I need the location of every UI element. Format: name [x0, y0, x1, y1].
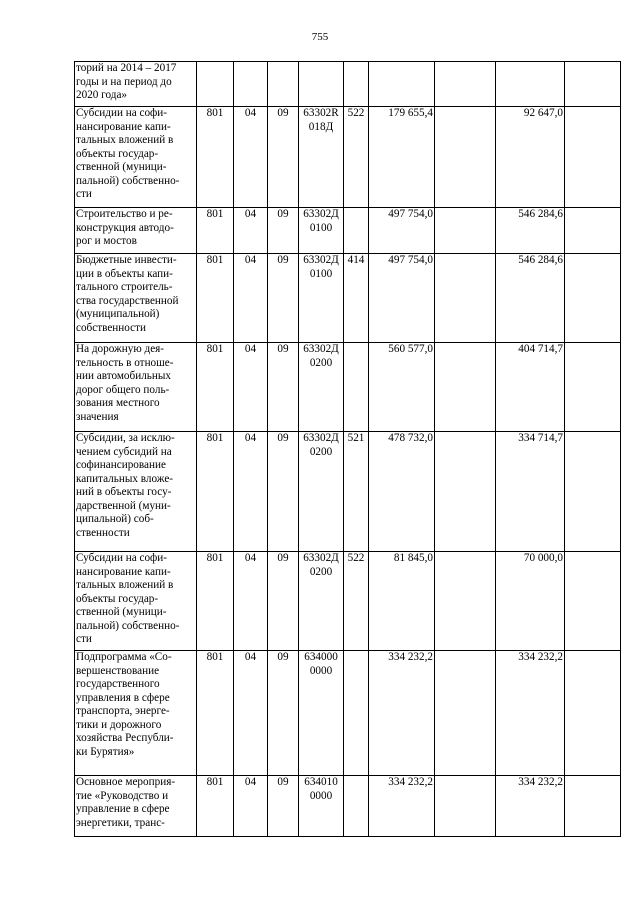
- amount-cell-4: [565, 107, 621, 208]
- amount-cell-4: [565, 254, 621, 343]
- amount-cell-4: [565, 343, 621, 432]
- amount-cell-1: 81 845,0: [369, 552, 435, 651]
- section-code-cell: 04: [234, 107, 268, 208]
- expense-type-cell: 521: [344, 432, 369, 552]
- amount-cell-4: [565, 208, 621, 254]
- amount-cell-1: 497 754,0: [369, 254, 435, 343]
- table-row: [75, 552, 621, 651]
- section-code-cell: 04: [234, 776, 268, 837]
- ministry-code-cell: 801: [197, 343, 234, 432]
- expense-type-cell: 414: [344, 254, 369, 343]
- subsection-code-cell: 09: [268, 107, 299, 208]
- section-code-cell: 04: [234, 343, 268, 432]
- table-row: [75, 107, 621, 208]
- article-code-cell: 63302Д 0100: [299, 208, 344, 254]
- table-row: [75, 432, 621, 552]
- amount-cell-2: [435, 552, 496, 651]
- page-number: 755: [311, 31, 329, 43]
- amount-cell-1: 179 655,4: [369, 107, 435, 208]
- amount-cell-2: [435, 343, 496, 432]
- amount-cell-1: 560 577,0: [369, 343, 435, 432]
- expense-type-cell: [344, 343, 369, 432]
- amount-cell-2: [435, 776, 496, 837]
- article-code-cell: 63302Д 0200: [299, 343, 344, 432]
- row-name-cell: Основное мероприя- тие «Руководство и управление в сфере энергетики, транс-: [75, 776, 197, 837]
- amount-cell-1: [369, 62, 435, 107]
- ministry-code-cell: 801: [197, 776, 234, 837]
- subsection-code-cell: 09: [268, 651, 299, 776]
- expense-type-cell: [344, 776, 369, 837]
- table-row: [75, 62, 621, 107]
- section-code-cell: 04: [234, 651, 268, 776]
- amount-cell-3: 334 714,7: [496, 432, 565, 552]
- amount-cell-1: 478 732,0: [369, 432, 435, 552]
- amount-cell-4: [565, 432, 621, 552]
- expense-type-cell: [344, 208, 369, 254]
- row-name-cell: Подпрограмма «Со- вершенствование государственного управления в сфере транспорта, энерге- тики и дорожного хозяйства Республи- ки Бурятия»: [75, 651, 197, 776]
- table-row: [75, 254, 621, 343]
- ministry-code-cell: 801: [197, 254, 234, 343]
- subsection-code-cell: 09: [268, 432, 299, 552]
- section-code-cell: 04: [234, 208, 268, 254]
- expense-type-cell: [344, 62, 369, 107]
- amount-cell-4: [565, 62, 621, 107]
- amount-cell-1: 334 232,2: [369, 776, 435, 837]
- section-code-cell: 04: [234, 254, 268, 343]
- amount-cell-3: 70 000,0: [496, 552, 565, 651]
- table-row: [75, 651, 621, 776]
- subsection-code-cell: 09: [268, 776, 299, 837]
- row-name-cell: Бюджетные инвести- ции в объекты капи- тального строитель- ства государственной (муниципальной) собственности: [75, 254, 197, 343]
- expense-type-cell: 522: [344, 552, 369, 651]
- budget-table: [74, 61, 621, 837]
- article-code-cell: 634000 0000: [299, 651, 344, 776]
- row-name-cell: Субсидии на софи- нансирование капи- тальных вложений в объекты государ- ственной (муници- пальной) собственно- сти: [75, 107, 197, 208]
- ministry-code-cell: 801: [197, 432, 234, 552]
- amount-cell-3: [496, 62, 565, 107]
- amount-cell-2: [435, 432, 496, 552]
- article-code-cell: 63302Д 0200: [299, 432, 344, 552]
- amount-cell-1: 334 232,2: [369, 651, 435, 776]
- article-code-cell: 634010 0000: [299, 776, 344, 837]
- subsection-code-cell: 09: [268, 254, 299, 343]
- row-name-cell: Субсидии, за исклю- чением субсидий на софинансирование капитальных вложе- ний в объекты госу- дарственной (муни- ципальной) соб- ственности: [75, 432, 197, 552]
- article-code-cell: 63302Д 0200: [299, 552, 344, 651]
- subsection-code-cell: [268, 62, 299, 107]
- ministry-code-cell: 801: [197, 651, 234, 776]
- section-code-cell: 04: [234, 552, 268, 651]
- expense-type-cell: 522: [344, 107, 369, 208]
- subsection-code-cell: 09: [268, 208, 299, 254]
- table-row: [75, 343, 621, 432]
- amount-cell-3: 546 284,6: [496, 208, 565, 254]
- row-name-cell: торий на 2014 – 2017 годы и на период до 2020 года»: [75, 62, 197, 107]
- expense-type-cell: [344, 651, 369, 776]
- amount-cell-3: 334 232,2: [496, 651, 565, 776]
- article-code-cell: 63302Д 0100: [299, 254, 344, 343]
- amount-cell-2: [435, 254, 496, 343]
- subsection-code-cell: 09: [268, 552, 299, 651]
- article-code-cell: 63302R 018Д: [299, 107, 344, 208]
- section-code-cell: [234, 62, 268, 107]
- amount-cell-4: [565, 776, 621, 837]
- amount-cell-3: 334 232,2: [496, 776, 565, 837]
- amount-cell-2: [435, 651, 496, 776]
- ministry-code-cell: 801: [197, 552, 234, 651]
- ministry-code-cell: [197, 62, 234, 107]
- amount-cell-3: 404 714,7: [496, 343, 565, 432]
- ministry-code-cell: 801: [197, 208, 234, 254]
- subsection-code-cell: 09: [268, 343, 299, 432]
- amount-cell-3: 92 647,0: [496, 107, 565, 208]
- amount-cell-2: [435, 208, 496, 254]
- amount-cell-2: [435, 107, 496, 208]
- amount-cell-4: [565, 552, 621, 651]
- amount-cell-1: 497 754,0: [369, 208, 435, 254]
- section-code-cell: 04: [234, 432, 268, 552]
- amount-cell-3: 546 284,6: [496, 254, 565, 343]
- amount-cell-4: [565, 651, 621, 776]
- table-row: [75, 776, 621, 837]
- article-code-cell: [299, 62, 344, 107]
- row-name-cell: На дорожную дея- тельность в отноше- нии автомобильных дорог общего поль- зования местного значения: [75, 343, 197, 432]
- row-name-cell: Строительство и ре- конструкция автодо- рог и мостов: [75, 208, 197, 254]
- ministry-code-cell: 801: [197, 107, 234, 208]
- amount-cell-2: [435, 62, 496, 107]
- row-name-cell: Субсидии на софи- нансирование капи- тальных вложений в объекты государ- ственной (муници- пальной) собственно- сти: [75, 552, 197, 651]
- table-row: [75, 208, 621, 254]
